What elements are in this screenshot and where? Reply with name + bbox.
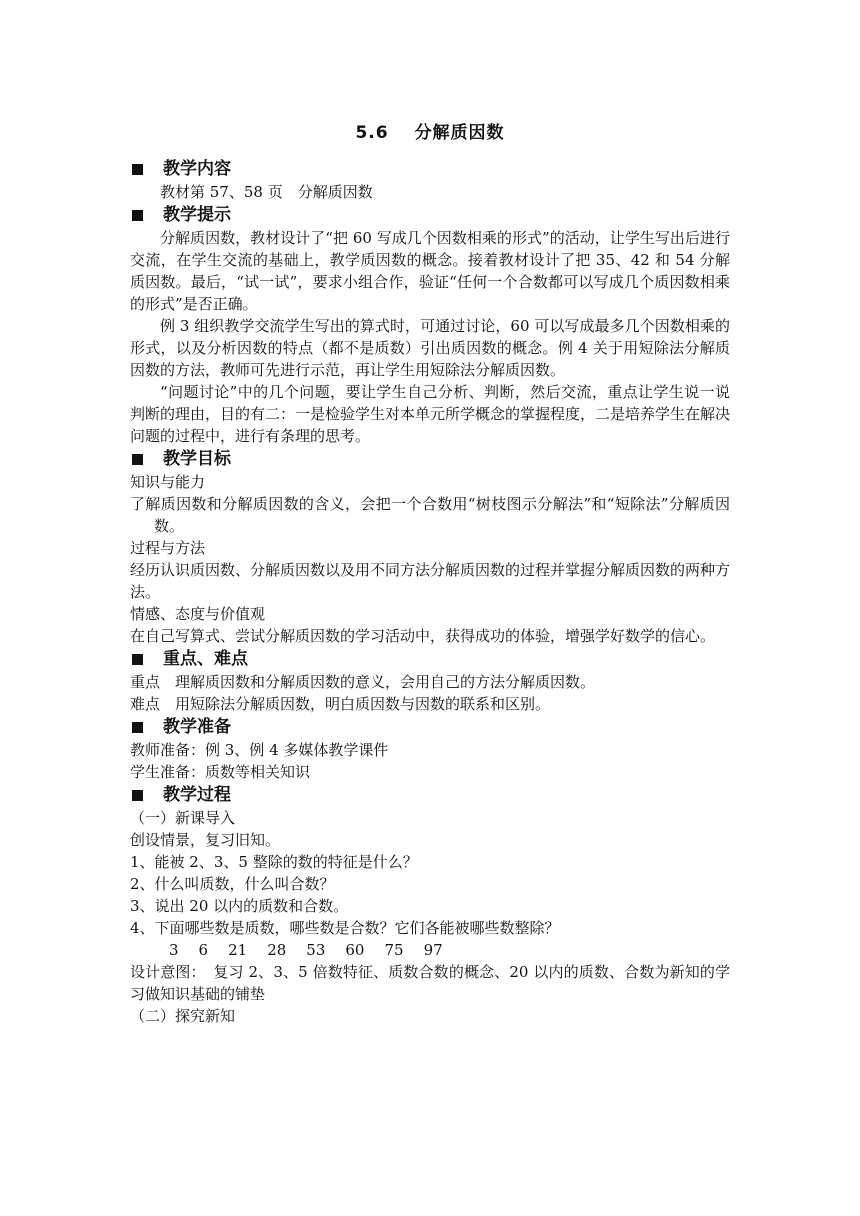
heading-text: 教学准备 bbox=[163, 717, 231, 737]
number-item: 21 bbox=[228, 941, 248, 959]
number-item: 53 bbox=[306, 941, 326, 959]
bullet-square-icon bbox=[132, 454, 143, 465]
heading-process bbox=[130, 783, 730, 807]
bullet-square-icon bbox=[132, 164, 143, 175]
question-2: 2、什么叫质数，什么叫合数？ bbox=[130, 875, 335, 893]
process-part-1: （一）新课导入 bbox=[130, 809, 236, 827]
page-title bbox=[130, 118, 730, 143]
heading-keys bbox=[130, 647, 730, 671]
heading-text: 教学提示 bbox=[163, 205, 231, 225]
heading-hints bbox=[130, 203, 730, 227]
question-3: 3、说出 20 以内的质数和合数。 bbox=[130, 897, 349, 915]
student-prep: 学生准备：质数等相关知识 bbox=[130, 763, 311, 781]
heading-prep bbox=[130, 715, 730, 739]
goal-emotion-text: 在自己写算式、尝试分解质因数的学习活动中，获得成功的体验，增强学好数学的信心。 bbox=[130, 627, 716, 645]
goal-knowledge-text: 了解质因数和分解质因数的含义，会把一个合数用“树枝图示分解法”和“短除法”分解质因数。 bbox=[130, 495, 730, 535]
difficult-point: 难点 用短除法分解质因数，明白质因数与因数的联系和区别。 bbox=[130, 695, 551, 713]
question-4: 4、下面哪些数是质数，哪些数是合数？它们各能被哪些数整除？ bbox=[130, 919, 560, 937]
number-item: 28 bbox=[267, 941, 287, 959]
number-item: 3 bbox=[169, 941, 179, 959]
heading-text: 重点、难点 bbox=[163, 649, 248, 669]
number-item: 75 bbox=[384, 941, 404, 959]
bullet-square-icon bbox=[132, 722, 143, 733]
goal-emotion-title: 情感、态度与价值观 bbox=[130, 605, 266, 623]
number-item: 60 bbox=[345, 941, 365, 959]
key-point: 重点 理解质因数和分解质因数的意义，会用自己的方法分解质因数。 bbox=[130, 673, 596, 691]
bullet-square-icon bbox=[132, 790, 143, 801]
title-text: 分解质因数 bbox=[414, 123, 505, 143]
heading-goals bbox=[130, 447, 730, 471]
teacher-prep: 教师准备：例 3、例 4 多媒体教学课件 bbox=[130, 741, 389, 759]
process-intro: 创设情景，复习旧知。 bbox=[130, 831, 281, 849]
goal-method-title: 过程与方法 bbox=[130, 539, 206, 557]
heading-text: 教学过程 bbox=[163, 785, 231, 805]
number-list bbox=[130, 939, 730, 961]
section-number: 5.6 bbox=[355, 123, 389, 143]
hints-paragraph-3: “问题讨论”中的几个问题，要让学生自己分析、判断，然后交流，重点让学生说一说判断的理由，目的有二：一是检验学生对本单元所学概念的掌握程度，二是培养学生在解决问题的过程中，进行有条理的思考。 bbox=[130, 383, 731, 445]
hints-paragraph-2: 例 3 组织教学交流学生写出的算式时，可通过讨论，60 可以写成最多几个因数相乘的形式，以及分析因数的特点（都不是质数）引出质因数的概念。例 4 关于用短除法分解质因数的方法，教师可先进行示范，再让学生用短除法分解质因数。 bbox=[130, 317, 730, 379]
bullet-square-icon bbox=[132, 654, 143, 665]
heading-text: 教学内容 bbox=[163, 159, 231, 179]
bullet-square-icon bbox=[132, 210, 143, 221]
goal-method-text: 经历认识质因数、分解质因数以及用不同方法分解质因数的过程并掌握分解质因数的两种方法。 bbox=[130, 561, 731, 601]
number-item: 6 bbox=[198, 941, 209, 959]
question-1: 1、能被 2、3、5 整除的数的特征是什么？ bbox=[130, 853, 418, 871]
heading-content bbox=[130, 157, 730, 181]
hints-paragraph-1: 分解质因数，教材设计了“把 60 写成几个因数相乘的形式”的活动，让学生写出后进行交流，在学生交流的基础上，教学质因数的概念。接着教材设计了把 35、42 和 54 分解质因数。最后，“试一试”，要求小组合作，验证“任何一个合数都可以写成几个质因数相乘的形式”是否正确。 bbox=[130, 229, 730, 313]
document-page bbox=[130, 118, 730, 1027]
process-part-2: （二）探究新知 bbox=[130, 1007, 236, 1025]
number-item: 97 bbox=[423, 941, 443, 959]
content-text: 教材第 57、58 页 分解质因数 bbox=[160, 183, 373, 201]
heading-text: 教学目标 bbox=[163, 449, 231, 469]
goal-knowledge-title: 知识与能力 bbox=[130, 473, 206, 491]
design-intent: 设计意图： 复习 2、3、5 倍数特征、质数合数的概念、20 以内的质数、合数为新知的学习做知识基础的铺垫 bbox=[130, 963, 730, 1003]
